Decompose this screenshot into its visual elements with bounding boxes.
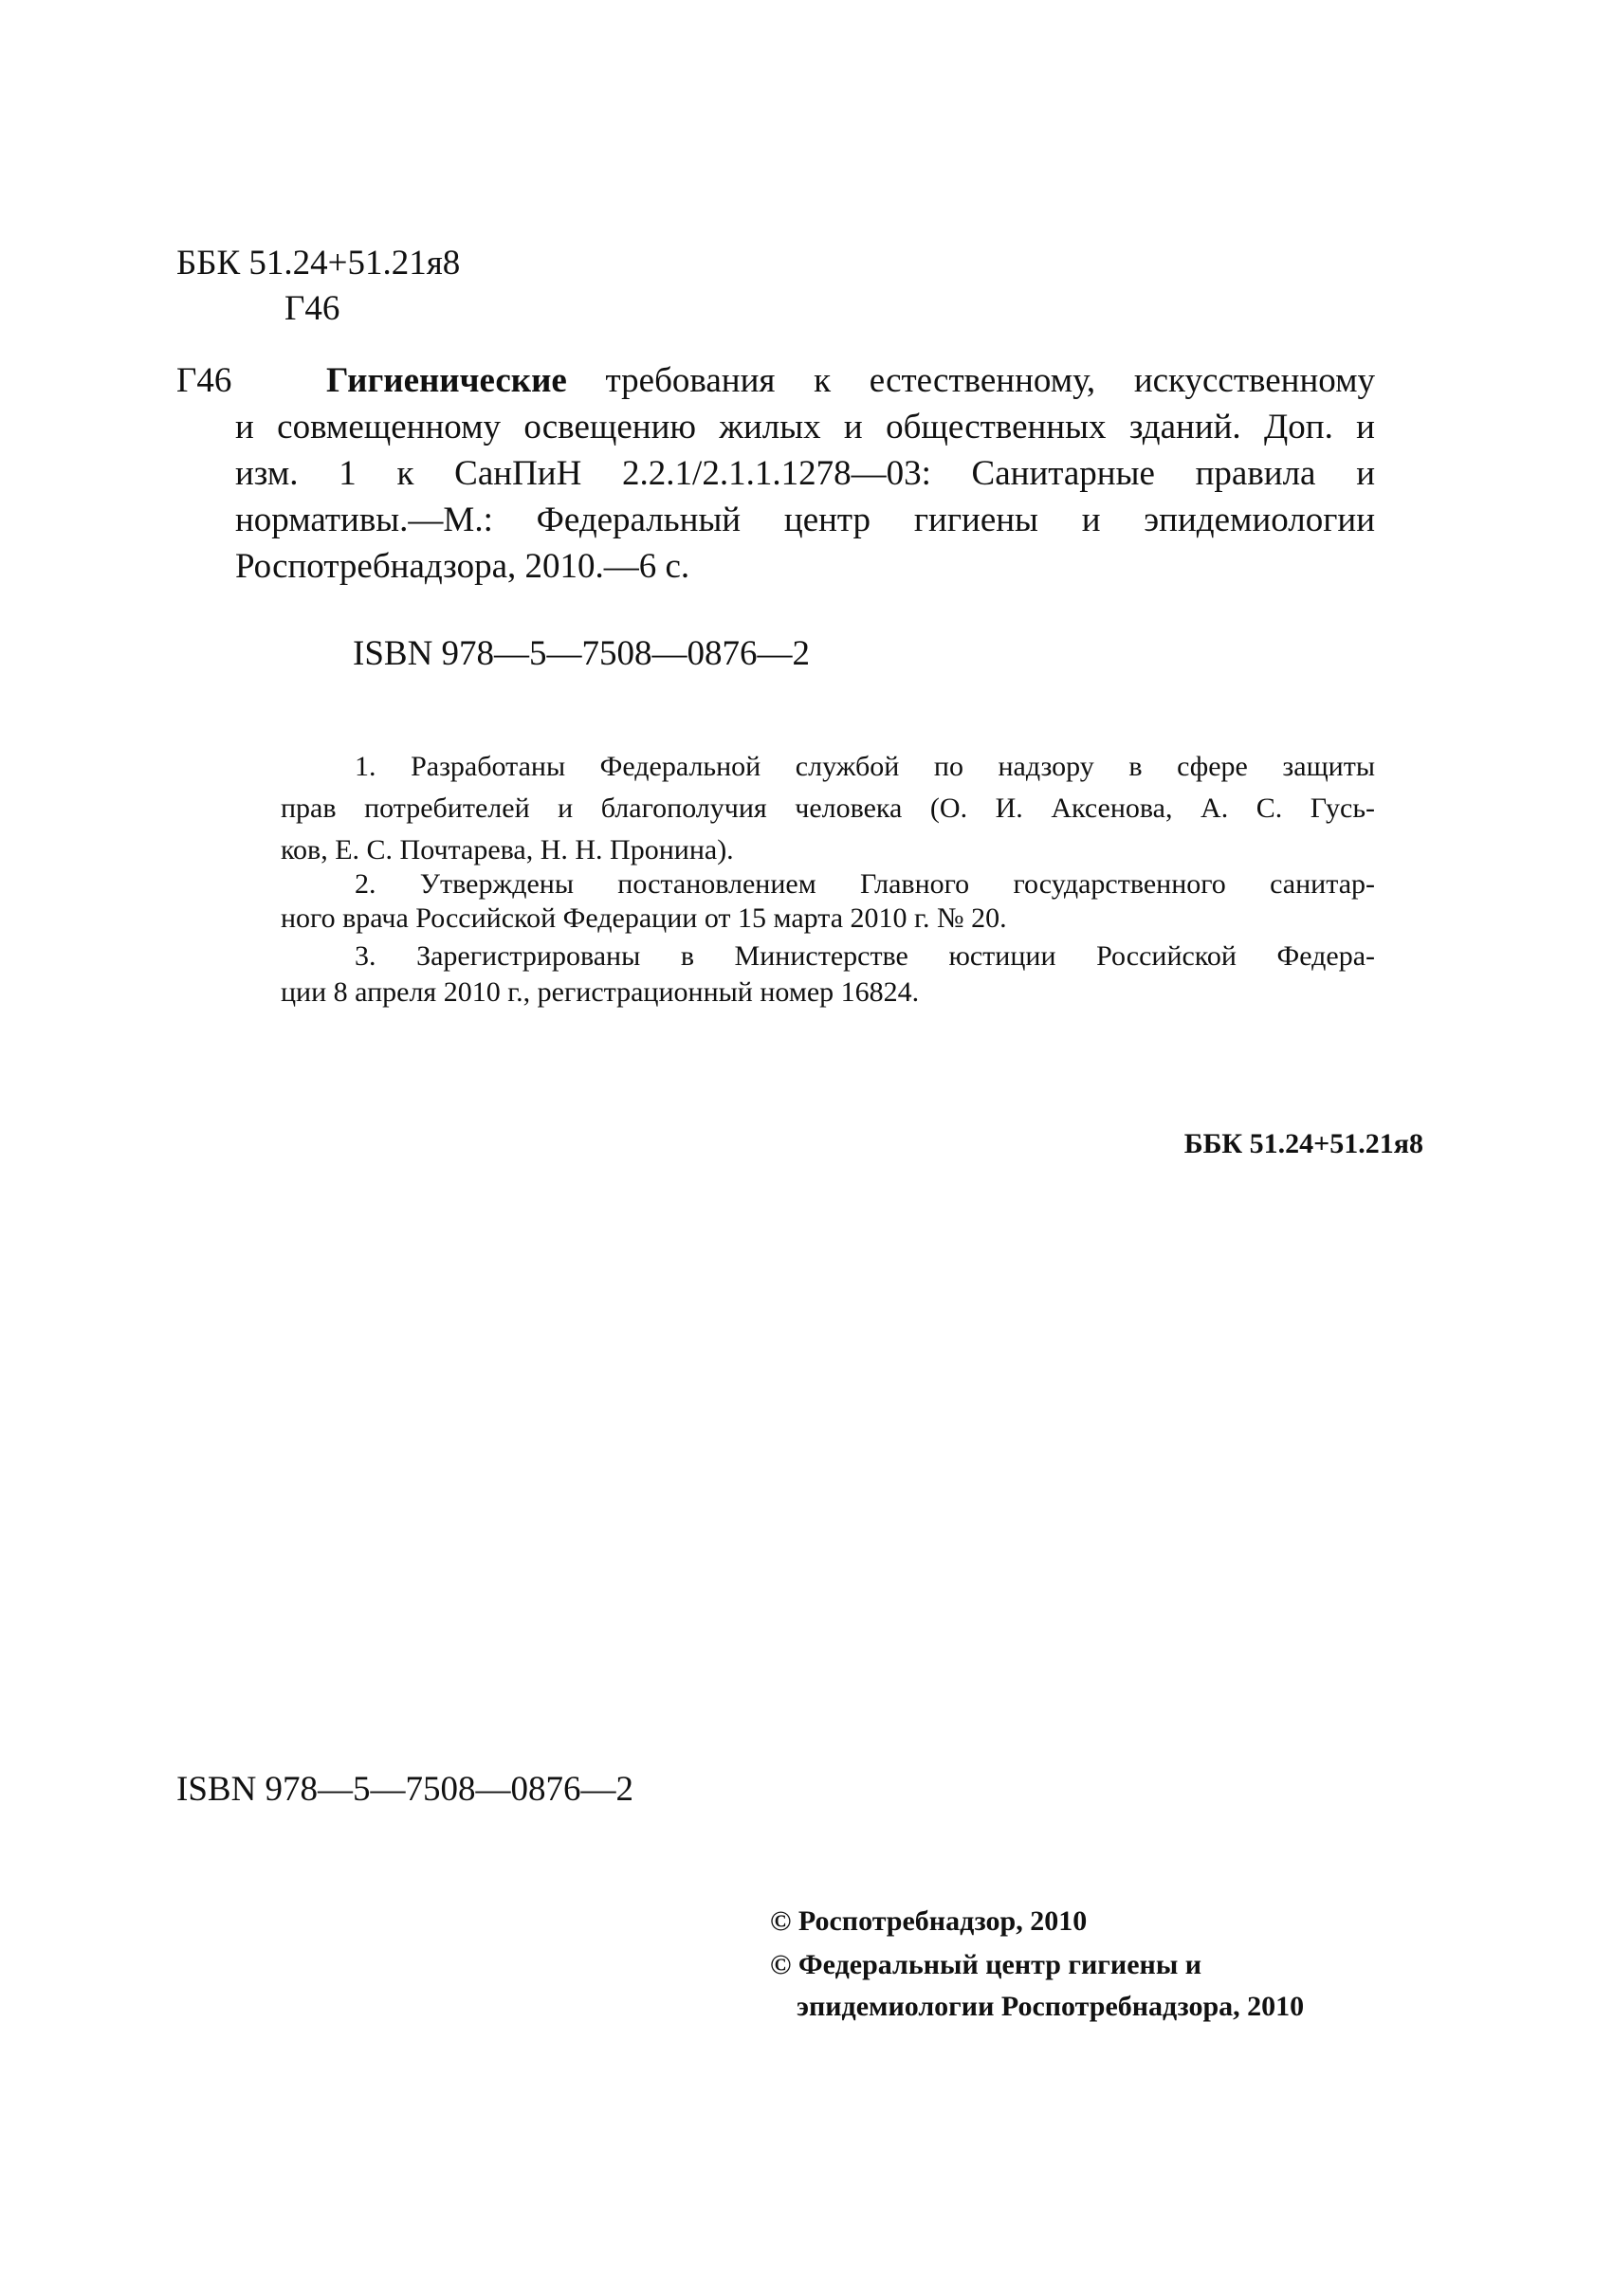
entry-line-2: и совмещенному освещению жилых и общественных зданий. Доп. и (235, 408, 1375, 446)
note-3-line-2: ции 8 апреля 2010 г., регистрационный номер 16824. (281, 976, 920, 1008)
copyright-line-1: © Роспотребнадзор, 2010 (770, 1905, 1088, 1937)
entry-line-3: изм. 1 к СанПиН 2.2.1/2.1.1.1278—03: Санитарные правила и (235, 454, 1375, 493)
copyright-line-2: © Федеральный центр гигиены и (770, 1949, 1202, 1980)
note-1-line-2: прав потребителей и благополучия человека (О. И. Аксенова, А. С. Гусь- (281, 793, 1375, 824)
bbk-code-header: ББК 51.24+51.21я8 (176, 244, 461, 282)
isbn-bottom: ISBN 978—5—7508—0876—2 (176, 1770, 634, 1809)
note-2-line-1: 2. Утверждены постановлением Главного государственного санитар- (355, 868, 1375, 900)
note-2-line-2: ного врача Российской Федерации от 15 марта 2010 г. № 20. (281, 902, 1007, 934)
note-1-line-1: 1. Разработаны Федеральной службой по надзору в сфере защиты (355, 751, 1375, 782)
entry-title-rest: требования к естественному, искусственному (605, 361, 1375, 400)
isbn-inline: ISBN 978—5—7508—0876—2 (353, 634, 811, 673)
entry-line-4: нормативы.—М.: Федеральный центр гигиены и эпидемиологии (235, 501, 1375, 539)
entry-title-bold: Гигиенические (326, 361, 567, 400)
note-3-line-1: 3. Зарегистрированы в Министерстве юстиции Российской Федера- (355, 940, 1375, 972)
entry-line-5: Роспотребнадзора, 2010.—6 с. (235, 547, 690, 586)
note-1-line-3: ков, Е. С. Почтарева, Н. Н. Пронина). (281, 834, 734, 866)
author-mark-header: Г46 (284, 289, 340, 328)
entry-mark: Г46 (176, 361, 232, 400)
bbk-code-right: ББК 51.24+51.21я8 (1183, 1128, 1423, 1159)
entry-line-1 (326, 356, 1375, 406)
copyright-line-3: эпидемиологии Роспотребнадзора, 2010 (797, 1991, 1305, 2022)
